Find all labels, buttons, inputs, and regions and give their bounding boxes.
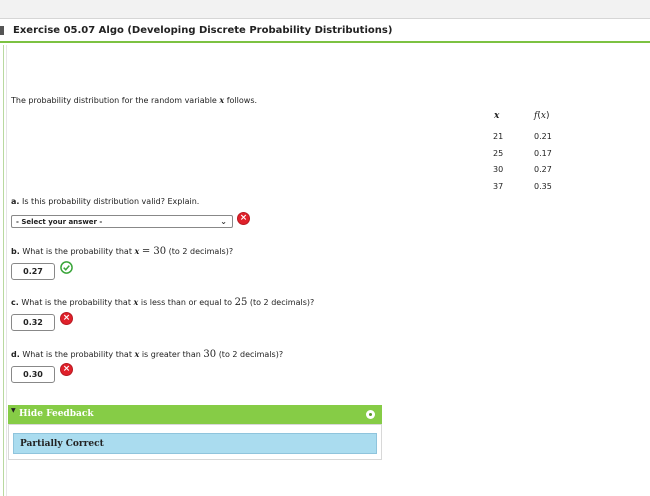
- intro-variable: x: [219, 95, 225, 105]
- question-b-post: (to 2 decimals)?: [168, 247, 234, 256]
- top-spacer: [0, 0, 650, 19]
- question-b-variable: x: [134, 246, 140, 256]
- x-circle-icon: ×: [60, 312, 73, 325]
- table-header-x: x: [494, 111, 500, 121]
- answer-a-select[interactable]: [11, 215, 233, 228]
- question-d-variable: x: [134, 349, 140, 359]
- intro-after: follows.: [226, 96, 258, 105]
- hide-feedback-label: Hide Feedback: [19, 409, 94, 419]
- intro-before: The probability distribution for the random variable: [11, 96, 217, 105]
- table-cell-x: 37: [493, 182, 504, 191]
- question-d-pre: What is the probability that: [22, 350, 132, 359]
- feedback-status-icon: [366, 410, 375, 419]
- check-circle-icon: [60, 261, 73, 274]
- answer-b-input[interactable]: 0.27: [11, 263, 55, 280]
- chevron-down-icon: ⌄: [220, 217, 227, 226]
- question-b-pre: What is the probability that: [22, 247, 132, 256]
- question-d-mid: is greater than: [141, 350, 201, 359]
- intro-text: [11, 95, 257, 105]
- question-d-label: d.: [11, 350, 20, 359]
- x-circle-icon: ×: [237, 212, 250, 225]
- question-d: [11, 349, 283, 360]
- question-d-value: 30: [203, 349, 217, 360]
- table-cell-f: 0.17: [534, 149, 552, 158]
- table-cell-f: 0.35: [534, 182, 552, 191]
- content-left-border-inner: [6, 45, 7, 496]
- question-b-label: b.: [11, 247, 20, 256]
- feedback-panel: [8, 424, 382, 460]
- question-a-text: Is this probability distribution valid? Explain.: [21, 197, 200, 206]
- exercise-title: Exercise 05.07 Algo (Developing Discrete Probability Distributions): [13, 25, 393, 36]
- question-c-post: (to 2 decimals)?: [249, 298, 315, 307]
- x-circle-icon: ×: [60, 363, 73, 376]
- answer-d-input[interactable]: 0.30: [11, 366, 55, 383]
- exercise-header: [0, 20, 650, 43]
- question-c-mid: is less than or equal to: [140, 298, 233, 307]
- triangle-down-icon: ▼: [11, 407, 16, 414]
- question-c-value: 25: [234, 297, 248, 308]
- question-c-variable: x: [133, 297, 139, 307]
- content-left-border: [3, 45, 4, 496]
- table-cell-f: 0.21: [534, 132, 552, 141]
- question-d-post: (to 2 decimals)?: [218, 350, 284, 359]
- question-c: [11, 297, 314, 308]
- question-a: [11, 197, 199, 206]
- hide-feedback-toggle[interactable]: [8, 405, 382, 424]
- table-cell-x: 25: [493, 149, 504, 158]
- table-header-f: f(x): [534, 111, 550, 121]
- question-b-operator: = 30: [141, 246, 167, 257]
- answer-a-selected-value: - Select your answer -: [16, 218, 103, 226]
- question-c-pre: What is the probability that: [21, 298, 131, 307]
- question-a-label: a.: [11, 197, 20, 206]
- answer-c-input[interactable]: 0.32: [11, 314, 55, 331]
- header-marker: [0, 26, 4, 35]
- table-cell-x: 21: [493, 132, 504, 141]
- feedback-message: Partially Correct: [13, 433, 377, 454]
- table-cell-f: 0.27: [534, 165, 552, 174]
- question-b: [11, 246, 233, 257]
- question-c-label: c.: [11, 298, 19, 307]
- table-cell-x: 30: [493, 165, 504, 174]
